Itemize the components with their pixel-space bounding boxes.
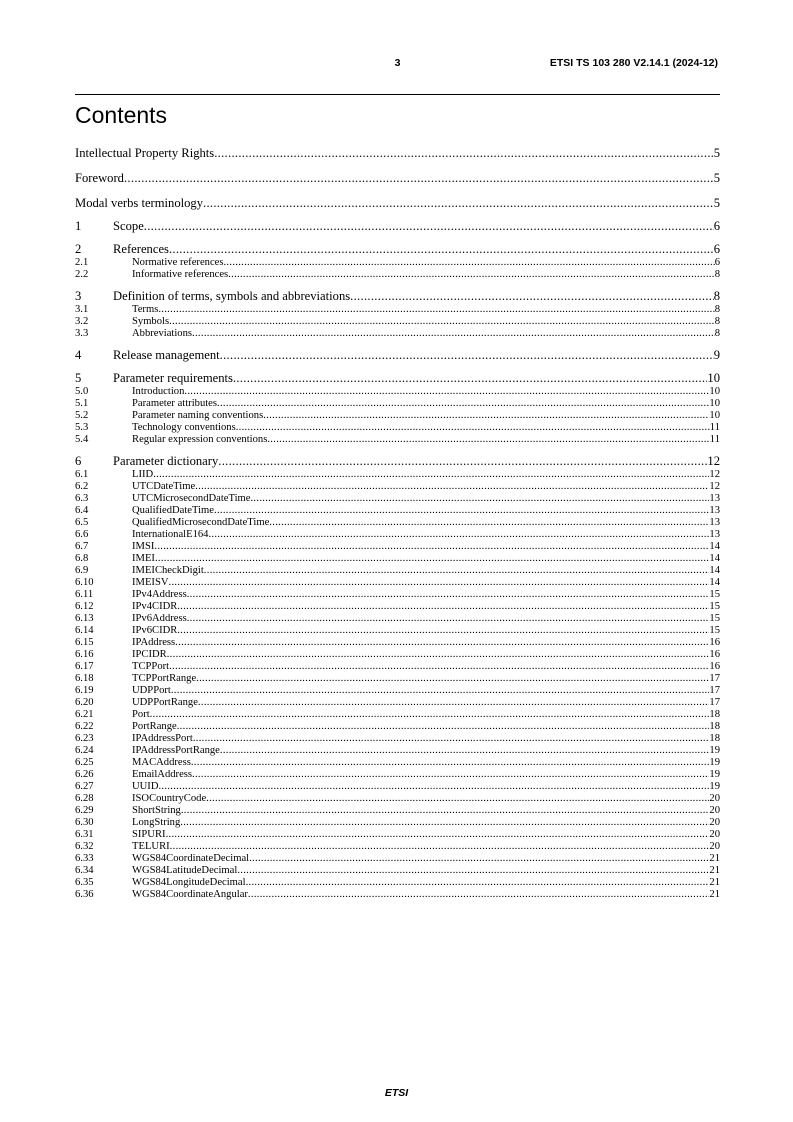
toc-dot-leader — [192, 328, 715, 340]
toc-entry-page: 19 — [709, 757, 720, 768]
toc-entry-number: 6.3 — [75, 493, 89, 504]
toc-entry[interactable] — [75, 685, 720, 697]
toc-entry-number: 5.2 — [75, 410, 89, 421]
toc-entry-title: IPv6CIDR — [132, 625, 178, 636]
toc-entry-number: 1 — [75, 219, 82, 233]
toc-entry-title: Intellectual Property Rights — [75, 146, 215, 160]
toc-entry[interactable] — [75, 529, 720, 541]
toc-entry-page: 12 — [709, 469, 720, 480]
toc-entry[interactable] — [75, 601, 720, 613]
toc-entry-title: IPv6Address — [132, 613, 187, 624]
toc-entry-title: QualifiedDateTime — [132, 505, 214, 516]
toc-entry-number: 5 — [75, 371, 82, 385]
toc-entry-number: 3 — [75, 289, 82, 303]
header-divider — [75, 94, 720, 95]
toc-entry-number: 6.22 — [75, 721, 94, 732]
toc-entry[interactable] — [75, 269, 720, 281]
toc-entry[interactable] — [75, 817, 720, 829]
toc-entry-page: 5 — [713, 146, 720, 160]
toc-entry-page: 14 — [709, 565, 720, 576]
toc-dot-leader — [191, 757, 710, 769]
toc-entry[interactable] — [75, 493, 720, 505]
toc-entry-page: 15 — [709, 589, 720, 600]
toc-entry-title: TCPPort — [132, 661, 170, 672]
toc-dot-leader — [206, 793, 709, 805]
toc-dot-leader — [350, 289, 714, 304]
toc-entry[interactable] — [75, 242, 720, 257]
toc-entry-number: 6.24 — [75, 745, 94, 756]
toc-dot-leader — [249, 853, 709, 865]
toc-entry-page: 19 — [709, 781, 720, 792]
toc-entry-title: LongString — [132, 817, 181, 828]
toc-entry-page: 21 — [709, 853, 720, 864]
toc-dot-leader — [150, 709, 710, 721]
toc-entry-title: Port — [132, 709, 150, 720]
toc-entry[interactable] — [75, 434, 720, 446]
toc-entry-page: 16 — [709, 637, 720, 648]
toc-entry-number: 2.1 — [75, 257, 89, 268]
toc-entry-title: IPCIDR — [132, 649, 167, 660]
toc-entry-number: 6.28 — [75, 793, 94, 804]
toc-entry-page: 16 — [709, 661, 720, 672]
toc-dot-leader — [153, 469, 709, 481]
toc-entry-page: 16 — [709, 649, 720, 660]
toc-entry-number: 6.33 — [75, 853, 94, 864]
toc-entry-page: 8 — [713, 289, 720, 303]
toc-dot-leader — [169, 661, 709, 673]
toc-entry-number: 6.10 — [75, 577, 94, 588]
toc-dot-leader — [167, 649, 710, 661]
toc-dot-leader — [158, 781, 709, 793]
toc-entry-page: 18 — [709, 709, 720, 720]
toc-dot-leader — [187, 613, 710, 625]
toc-entry-title: ISOCountryCode — [132, 793, 207, 804]
toc-dot-leader — [193, 733, 710, 745]
toc-dot-leader — [158, 304, 714, 316]
toc-dot-leader — [171, 685, 710, 697]
toc-entry-number: 3.3 — [75, 328, 89, 339]
toc-entry-number: 6.6 — [75, 529, 89, 540]
toc-dot-leader — [166, 829, 710, 841]
toc-entry-number: 6.1 — [75, 469, 89, 480]
toc-entry[interactable] — [75, 410, 720, 422]
toc-dot-leader — [180, 817, 709, 829]
toc-entry-page: 10 — [709, 398, 720, 409]
toc-entry[interactable] — [75, 422, 720, 434]
toc-dot-leader — [169, 577, 710, 589]
toc-dot-leader — [263, 410, 709, 422]
toc-dot-leader — [214, 146, 714, 161]
toc-entry-page: 12 — [707, 454, 720, 468]
toc-dot-leader — [223, 257, 714, 269]
toc-entry-page: 20 — [709, 817, 720, 828]
toc-entry-title: WGS84CoordinateAngular — [132, 889, 248, 900]
toc-entry-number: 6.27 — [75, 781, 94, 792]
toc-entry-title: WGS84LongitudeDecimal — [132, 877, 246, 888]
toc-entry-number: 6.20 — [75, 697, 94, 708]
toc-dot-leader — [267, 434, 709, 446]
toc-entry-title: UTCDateTime — [132, 481, 196, 492]
toc-entry[interactable] — [75, 829, 720, 841]
toc-entry[interactable] — [75, 721, 720, 733]
toc-entry-page: 15 — [709, 601, 720, 612]
toc-dot-leader — [181, 805, 710, 817]
toc-entry-title: TCPPortRange — [132, 673, 197, 684]
toc-entry[interactable] — [75, 565, 720, 577]
toc-entry[interactable] — [75, 853, 720, 865]
toc-entry-number: 6.13 — [75, 613, 94, 624]
toc-entry-page: 15 — [709, 613, 720, 624]
toc-entry-page: 14 — [709, 577, 720, 588]
toc-entry-title: Informative references — [132, 269, 229, 280]
toc-entry-title: UUID — [132, 781, 159, 792]
toc-dot-leader — [233, 371, 707, 386]
toc-entry-title: Release management — [113, 348, 220, 362]
toc-entry[interactable] — [75, 757, 720, 769]
toc-entry[interactable] — [75, 469, 720, 481]
toc-entry-number: 3.1 — [75, 304, 89, 315]
toc-dot-leader — [124, 171, 714, 186]
toc-dot-leader — [214, 505, 709, 517]
toc-entry[interactable] — [75, 673, 720, 685]
toc-dot-leader — [196, 673, 709, 685]
toc-entry-number: 6.30 — [75, 817, 94, 828]
toc-entry-number: 5.1 — [75, 398, 89, 409]
toc-dot-leader — [220, 745, 710, 757]
toc-entry-number: 6.34 — [75, 865, 94, 876]
toc-entry-page: 20 — [709, 805, 720, 816]
toc-entry-title: MACAddress — [132, 757, 191, 768]
toc-entry[interactable] — [75, 553, 720, 565]
toc-entry-number: 6.9 — [75, 565, 89, 576]
toc-entry[interactable] — [75, 661, 720, 673]
toc-entry-page: 18 — [709, 733, 720, 744]
page-title: Contents — [75, 102, 168, 128]
toc-entry-number: 6.18 — [75, 673, 94, 684]
toc-entry-number: 6.19 — [75, 685, 94, 696]
toc-dot-leader — [170, 841, 710, 853]
toc-entry[interactable] — [75, 649, 720, 661]
toc-entry-title: InternationalE164 — [132, 529, 209, 540]
toc-entry[interactable] — [75, 454, 720, 469]
toc-entry-title: Parameter dictionary — [113, 454, 219, 468]
toc-entry[interactable] — [75, 219, 720, 234]
toc-entry-page: 5 — [713, 171, 720, 185]
toc-entry[interactable] — [75, 146, 720, 161]
toc-dot-leader — [228, 269, 715, 281]
toc-entry-page: 10 — [709, 410, 720, 421]
toc-entry-page: 18 — [709, 721, 720, 732]
toc-entry-number: 6.14 — [75, 625, 94, 636]
toc-entry-title: References — [113, 242, 169, 256]
toc-entry[interactable] — [75, 745, 720, 757]
toc-entry-page: 8 — [714, 269, 720, 280]
toc-entry-page: 9 — [713, 348, 720, 362]
toc-entry-number: 6.15 — [75, 637, 94, 648]
toc-entry-title: Technology conventions — [132, 422, 236, 433]
toc-dot-leader — [237, 865, 709, 877]
toc-dot-leader — [217, 398, 709, 410]
toc-entry-title: WGS84CoordinateDecimal — [132, 853, 250, 864]
toc-entry-page: 21 — [709, 865, 720, 876]
toc-entry-page: 12 — [709, 481, 720, 492]
toc-entry[interactable] — [75, 589, 720, 601]
toc-entry-page: 8 — [714, 328, 720, 339]
toc-entry-page: 20 — [709, 841, 720, 852]
toc-entry-title: IPv4CIDR — [132, 601, 178, 612]
toc-dot-leader — [218, 454, 707, 469]
toc-entry[interactable] — [75, 348, 720, 363]
toc-entry[interactable] — [75, 328, 720, 340]
toc-entry-page: 17 — [709, 697, 720, 708]
toc-entry-number: 6.32 — [75, 841, 94, 852]
toc-dot-leader — [175, 637, 709, 649]
toc-entry[interactable] — [75, 697, 720, 709]
toc-entry-title: PortRange — [132, 721, 177, 732]
toc-entry-number: 6 — [75, 454, 82, 468]
toc-entry-page: 13 — [709, 493, 720, 504]
toc-entry-title: Parameter requirements — [113, 371, 233, 385]
toc-entry-title: Definition of terms, symbols and abbreviations — [113, 289, 351, 303]
toc-dot-leader — [250, 493, 709, 505]
toc-entry-number: 5.4 — [75, 434, 89, 445]
toc-entry-title: IMEISV — [132, 577, 169, 588]
toc-entry-page: 11 — [709, 422, 720, 433]
toc-entry-title: UTCMicrosecondDateTime — [132, 493, 251, 504]
toc-entry-number: 6.2 — [75, 481, 89, 492]
toc-entry[interactable] — [75, 625, 720, 637]
toc-entry[interactable] — [75, 841, 720, 853]
toc-entry[interactable] — [75, 793, 720, 805]
toc-entry-page: 15 — [709, 625, 720, 636]
toc-entry[interactable] — [75, 577, 720, 589]
toc-entry[interactable] — [75, 733, 720, 745]
toc-entry-title: IPAddressPort — [132, 733, 193, 744]
toc-entry-title: QualifiedMicrosecondDateTime — [132, 517, 270, 528]
toc-entry[interactable] — [75, 386, 720, 398]
toc-entry-title: Normative references — [132, 257, 224, 268]
toc-entry-page: 6 — [714, 257, 720, 268]
toc-entry-title: TELURI — [132, 841, 170, 852]
toc-entry[interactable] — [75, 889, 720, 901]
toc-entry-number: 5.0 — [75, 386, 89, 397]
toc-entry-title: ShortString — [132, 805, 181, 816]
toc-entry-number: 2.2 — [75, 269, 89, 280]
toc-dot-leader — [177, 601, 709, 613]
toc-entry[interactable] — [75, 171, 720, 186]
toc-entry-number: 6.25 — [75, 757, 94, 768]
toc-entry-page: 14 — [709, 553, 720, 564]
toc-entry-page: 19 — [709, 769, 720, 780]
toc-entry-number: 6.21 — [75, 709, 94, 720]
toc-dot-leader — [169, 316, 715, 328]
toc-entry-number: 6.16 — [75, 649, 94, 660]
toc-entry-title: Symbols — [132, 316, 170, 327]
toc-entry[interactable] — [75, 781, 720, 793]
toc-entry[interactable] — [75, 289, 720, 304]
toc-entry[interactable] — [75, 371, 720, 386]
toc-entry[interactable] — [75, 877, 720, 889]
toc-entry[interactable] — [75, 517, 720, 529]
toc-dot-leader — [203, 196, 714, 211]
toc-dot-leader — [155, 553, 709, 565]
toc-entry-number: 2 — [75, 242, 82, 256]
toc-entry-number: 6.8 — [75, 553, 89, 564]
toc-entry-number: 3.2 — [75, 316, 89, 327]
toc-dot-leader — [187, 589, 710, 601]
toc-dot-leader — [236, 422, 710, 434]
toc-entry-number: 6.23 — [75, 733, 94, 744]
toc-entry[interactable] — [75, 769, 720, 781]
toc-dot-leader — [192, 769, 709, 781]
toc-entry[interactable] — [75, 481, 720, 493]
toc-dot-leader — [177, 625, 709, 637]
toc-dot-leader — [220, 348, 714, 363]
toc-entry-title: UDPPort — [132, 685, 171, 696]
toc-entry-page: 21 — [709, 889, 720, 900]
toc-entry-page: 20 — [709, 793, 720, 804]
toc-entry-page: 13 — [709, 529, 720, 540]
toc-dot-leader — [144, 219, 714, 234]
toc-entry-number: 6.17 — [75, 661, 94, 672]
toc-entry-number: 6.4 — [75, 505, 89, 516]
toc-dot-leader — [198, 697, 709, 709]
toc-entry-title: WGS84LatitudeDecimal — [132, 865, 238, 876]
toc-dot-leader — [184, 386, 709, 398]
toc-entry-title: Foreword — [75, 171, 124, 185]
toc-dot-leader — [269, 517, 709, 529]
toc-entry-page: 13 — [709, 505, 720, 516]
toc-entry-number: 6.7 — [75, 541, 89, 552]
toc-entry[interactable] — [75, 398, 720, 410]
toc-entry[interactable] — [75, 805, 720, 817]
toc-entry-title: EmailAddress — [132, 769, 193, 780]
toc-entry-page: 21 — [709, 877, 720, 888]
toc-entry-title: SIPURI — [132, 829, 166, 840]
toc-entry-title: Introduction — [132, 386, 185, 397]
toc-dot-leader — [208, 529, 709, 541]
toc-dot-leader — [177, 721, 710, 733]
toc-entry-title: Scope — [113, 219, 144, 233]
toc-entry-title: Modal verbs terminology — [75, 196, 204, 210]
toc-entry-title: Parameter attributes — [132, 398, 218, 409]
toc-entry-number: 5.3 — [75, 422, 89, 433]
toc-entry[interactable] — [75, 541, 720, 553]
toc-entry[interactable] — [75, 257, 720, 269]
toc-entry-page: 20 — [709, 829, 720, 840]
toc-entry-page: 19 — [709, 745, 720, 756]
toc-entry-page: 5 — [713, 196, 720, 210]
toc-entry-title: Terms — [132, 304, 159, 315]
toc-entry-title: IPAddressPortRange — [132, 745, 220, 756]
toc-entry[interactable] — [75, 613, 720, 625]
header-page-number: 3 — [394, 57, 401, 69]
toc-entry-title: Parameter naming conventions — [132, 410, 264, 421]
toc-entry-number: 6.35 — [75, 877, 94, 888]
toc-dot-leader — [195, 481, 709, 493]
toc-entry-page: 14 — [709, 541, 720, 552]
toc-entry-page: 13 — [709, 517, 720, 528]
toc-entry-number: 6.12 — [75, 601, 94, 612]
toc-entry-title: IMEICheckDigit — [132, 565, 204, 576]
footer-etsi: ETSI — [384, 1087, 409, 1099]
toc-entry-number: 6.31 — [75, 829, 94, 840]
toc-entry-title: IPAddress — [132, 637, 176, 648]
toc-entry-number: 4 — [75, 348, 82, 362]
toc-entry[interactable] — [75, 865, 720, 877]
toc-entry-page: 10 — [709, 386, 720, 397]
toc-dot-leader — [248, 889, 709, 901]
toc-entry-title: Regular expression conventions — [132, 434, 268, 445]
toc-entry-number: 6.26 — [75, 769, 94, 780]
toc-entry[interactable] — [75, 505, 720, 517]
toc-entry-number: 6.5 — [75, 517, 89, 528]
toc-entry-page: 17 — [709, 673, 720, 684]
toc-dot-leader — [246, 877, 710, 889]
toc-entry[interactable] — [75, 196, 720, 211]
toc-entry-title: UDPPortRange — [132, 697, 198, 708]
toc-entry[interactable] — [75, 304, 720, 316]
toc-entry[interactable] — [75, 637, 720, 649]
toc-dot-leader — [154, 541, 709, 553]
toc-entry-page: 10 — [707, 371, 720, 385]
toc-entry-number: 6.11 — [75, 589, 94, 600]
header-document-id: ETSI TS 103 280 V2.14.1 (2024-12) — [549, 57, 718, 69]
toc-entry-title: LIID — [132, 469, 154, 480]
toc-entry-page: 8 — [714, 316, 720, 327]
toc-entry-title: IMEI — [132, 553, 155, 564]
toc-dot-leader — [204, 565, 710, 577]
toc-entry-page: 8 — [714, 304, 720, 315]
toc-entry-number: 6.36 — [75, 889, 94, 900]
toc-entry-page: 6 — [713, 242, 720, 256]
toc-entry-title: IMSI — [132, 541, 155, 552]
toc-entry-number: 6.29 — [75, 805, 94, 816]
toc-entry-page: 11 — [709, 434, 720, 445]
toc-entry-page: 17 — [709, 685, 720, 696]
toc-entry[interactable] — [75, 316, 720, 328]
toc-entry-title: Abbreviations — [132, 328, 193, 339]
toc-dot-leader — [169, 242, 714, 257]
toc-entry[interactable] — [75, 709, 720, 721]
toc-entry-title: IPv4Address — [132, 589, 187, 600]
toc-entry-page: 6 — [713, 219, 720, 233]
